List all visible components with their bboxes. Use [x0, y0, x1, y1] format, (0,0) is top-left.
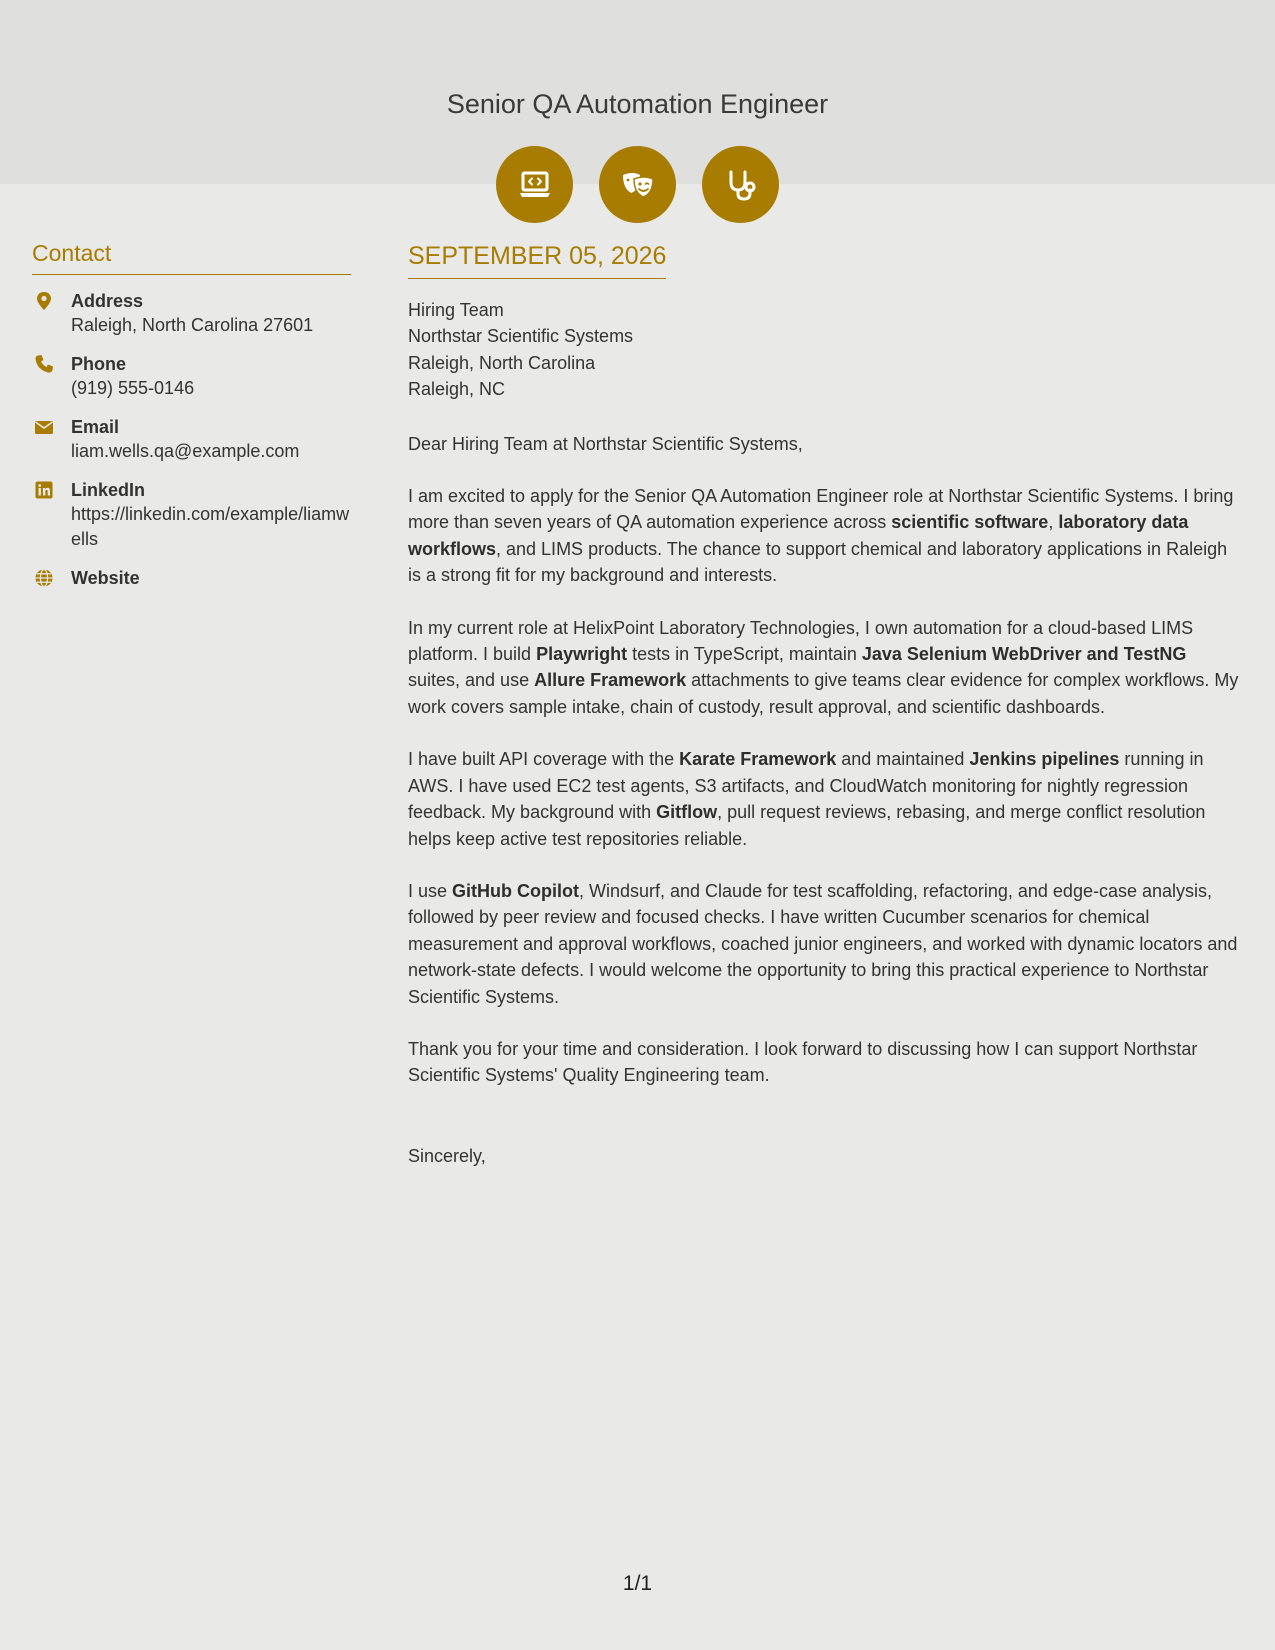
- emphasized-text: Gitflow: [656, 802, 718, 823]
- recipient-line: Raleigh, North Carolina: [408, 352, 596, 373]
- contact-label: Address: [71, 291, 144, 311]
- header-icon-row: [0, 146, 1275, 223]
- contact-label: Email: [71, 417, 120, 437]
- emphasized-text: GitHub Copilot: [452, 880, 579, 901]
- contact-phone: [32, 352, 351, 401]
- paragraph-text: suites, and use: [408, 670, 535, 691]
- contact-sidebar: [32, 236, 351, 590]
- paragraph-text: , Windsurf, and Claude for test scaffolding, refactoring, and edge-case analysis, followed by peer review and focused checks. I have written Cucumber scenarios for chemical measurement and approval workflows, coached junior engineers, and worked with dynamic locators and network-state defects. I would welcome the opportunity to bring this practical experience to Northstar Scientific Systems.: [408, 880, 1238, 1007]
- emphasized-text: Java Selenium WebDriver and TestNG: [861, 644, 1187, 665]
- contact-address: [32, 289, 351, 338]
- contact-value[interactable]: https://linkedin.com/example/liamwells: [71, 504, 350, 549]
- contact-value: (919) 555-0146: [71, 378, 195, 398]
- contact-label: Website: [71, 568, 140, 588]
- letter-paragraph: [408, 746, 1243, 852]
- recipient-line: Hiring Team: [408, 300, 504, 320]
- linkedin-icon: [34, 480, 54, 500]
- letter-paragraph: [408, 483, 1243, 589]
- letter-date: SEPTEMBER 05, 2026: [408, 238, 666, 279]
- letter-paragraph: [408, 1036, 1243, 1089]
- paragraph-text: tests in TypeScript, maintain: [627, 644, 862, 665]
- laptop-code-icon: [496, 146, 573, 223]
- recipient-line: Northstar Scientific Systems: [408, 326, 634, 347]
- job-title: Senior QA Automation Engineer: [446, 89, 829, 119]
- paragraph-text: I am excited to apply for the Senior QA Automation Engineer role at Northstar Scientific Systems. I bring more than seven years of QA automation experience across: [408, 486, 1234, 533]
- letter-paragraph: [408, 615, 1243, 721]
- contact-label: Phone: [71, 354, 127, 374]
- paragraph-text: and maintained: [836, 749, 970, 770]
- paragraph-text: , pull request reviews, rebasing, and merge conflict resolution helps keep active test repositories reliable.: [408, 802, 1206, 849]
- page-number: 1/1: [622, 1572, 653, 1595]
- contact-linkedin: [32, 478, 351, 552]
- recipient-line: Raleigh, NC: [408, 379, 506, 400]
- map-pin-icon: [34, 291, 54, 311]
- contact-value[interactable]: liam.wells.qa@example.com: [71, 441, 300, 461]
- closing: Sincerely,: [408, 1145, 486, 1166]
- paragraph-text: I use: [408, 880, 453, 901]
- emphasized-text: Playwright: [536, 644, 628, 665]
- stethoscope-icon: [702, 146, 779, 223]
- paragraph-text: ,: [1048, 512, 1059, 533]
- phone-icon: [34, 354, 54, 374]
- theater-masks-icon: [599, 146, 676, 223]
- emphasized-text: Allure Framework: [534, 670, 687, 691]
- contact-label: LinkedIn: [71, 480, 146, 500]
- contact-website: [32, 566, 351, 590]
- emphasized-text: Karate Framework: [679, 749, 837, 770]
- globe-icon: [34, 568, 54, 588]
- emphasized-text: laboratory data workflows: [408, 512, 1189, 559]
- letter-body: [408, 238, 1243, 1169]
- contact-value: Raleigh, North Carolina 27601: [71, 315, 314, 335]
- contact-heading: Contact: [32, 236, 351, 275]
- recipient-address: [408, 297, 1243, 403]
- paragraph-text: I have built API coverage with the: [408, 749, 680, 770]
- paragraph-text: attachments to give teams clear evidence for complex workflows. My work covers sample intake, chain of custody, result approval, and scientific dashboards.: [408, 670, 1239, 717]
- contact-email: [32, 415, 351, 464]
- emphasized-text: scientific software: [891, 512, 1049, 533]
- emphasized-text: Jenkins pipelines: [969, 749, 1120, 770]
- envelope-icon: [34, 417, 54, 437]
- paragraph-text: , and LIMS products. The chance to support chemical and laboratory applications in Raleigh is a strong fit for my background and interests.: [408, 538, 1228, 586]
- paragraph-text: running in AWS. I have used EC2 test agents, S3 artifacts, and CloudWatch monitoring for nightly regression feedback. My background with: [408, 749, 1204, 823]
- salutation: Dear Hiring Team at Northstar Scientific Systems,: [408, 433, 803, 454]
- letter-paragraph: [408, 878, 1243, 1010]
- letter-paragraphs: [408, 483, 1243, 1089]
- paragraph-text: Thank you for your time and consideration. I look forward to discussing how I can support Northstar Scientific Systems' Quality Engineering team.: [408, 1038, 1198, 1086]
- paragraph-text: In my current role at HelixPoint Laboratory Technologies, I own automation for a cloud-based LIMS platform. I build: [408, 617, 1194, 665]
